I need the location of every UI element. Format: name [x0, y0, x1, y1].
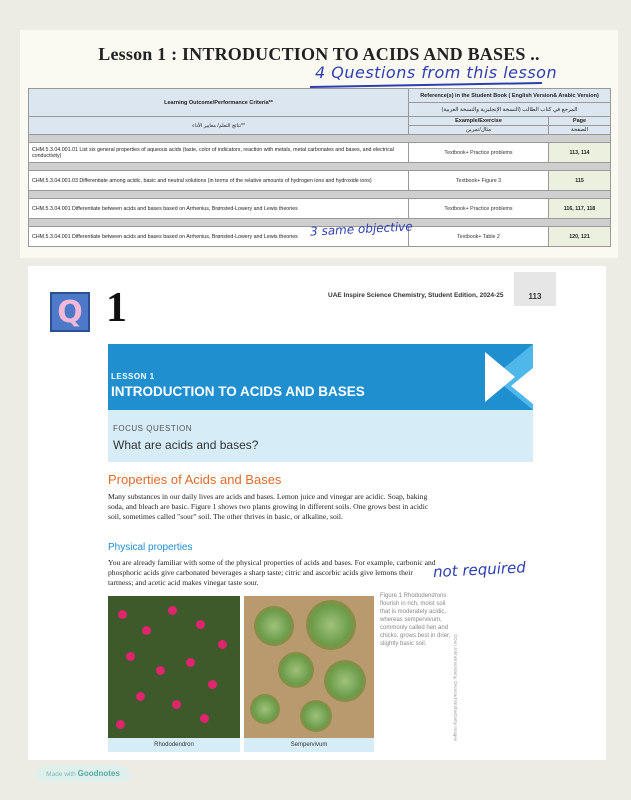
- textbook-page: [28, 266, 606, 760]
- focus-question-box: [108, 410, 533, 462]
- photo-label: Sempervivum: [244, 738, 374, 752]
- lesson-label: LESSON 1: [111, 372, 155, 381]
- col-example-header-ar: مثال/تمرين: [409, 126, 549, 135]
- sempervivum-photo: [244, 596, 374, 738]
- question-badge: [50, 292, 90, 332]
- focus-question-label: FOCUS QUESTION: [113, 424, 193, 433]
- reference-text: Textbook+ Figure 3: [409, 171, 549, 191]
- running-header: UAE Inspire Science Chemistry, Student Edition, 2024-25: [328, 292, 504, 299]
- page-text: 113, 114: [549, 143, 611, 163]
- figure-caption: Figure 1 Rhododendrons flourish in rich, moist soil that is moderately acidic, whereas sempervivum, commonly called hen and chicks, grows best in drier, slightly basic soil.: [380, 593, 451, 647]
- row-divider: [29, 163, 611, 171]
- handwritten-questions-note: 4 Questions from this lesson: [315, 63, 558, 82]
- question-number: 1: [106, 285, 127, 331]
- col-reference-header: Reference(s) in the Student Book ( English Version& Arabic Version): [409, 89, 611, 103]
- photo-label: Rhododendron: [108, 738, 240, 752]
- col-outcome-header-ar: نتائج التعلم/ معايير الأداء**: [29, 117, 409, 135]
- outcome-text: CHM.5.3.04.001 Differentiate between acids and bases based on Arrhenius, Brønsted-Lowery and Lewis theories: [29, 227, 409, 247]
- page-text: 115: [549, 171, 611, 191]
- lesson-heading: Lesson 1 : INTRODUCTION TO ACIDS AND BASES ..: [98, 44, 540, 64]
- book-page-number: 113: [514, 272, 556, 306]
- outcome-text: CHM.5.3.04.001.03 Differentiate among acidic, basic and neutral solutions (in terms of the relative amounts of hydrogen ions and hydroxide ions): [29, 171, 409, 191]
- photo-credit: ©Don Johnston/Alamy, ©Konrad Wothe/Getty Images: [453, 634, 458, 742]
- paragraph: Many substances in our daily lives are acids and bases. Lemon juice and vinegar are acidic. Soap, baking soda, and bleach are basic. Figure 1 shows two plants growing in different soils. One grows best in acidic soil, sometimes called "sour" soil. The other thrives in basic, or alkaline, soil.: [108, 492, 429, 521]
- lesson-title: INTRODUCTION TO ACIDS AND BASES: [111, 384, 365, 399]
- row-divider: [29, 135, 611, 143]
- outcome-text: CHM.5.3.04.001 Differentiate between acids and bases based on Arrhenius, Brønsted-Lowery and Lewis theories: [29, 199, 409, 219]
- section-heading: Properties of Acids and Bases: [108, 472, 282, 487]
- handwritten-not-required-note: not required: [432, 558, 527, 582]
- row-divider: [29, 191, 611, 199]
- handwritten-same-objective-note: 3 same objective: [309, 219, 414, 239]
- goodnotes-logo-text: Goodnotes: [77, 769, 120, 778]
- rhododendron-photo: [108, 596, 240, 738]
- lesson-banner: [108, 344, 533, 410]
- reference-text: Textbook+ Practice problems: [409, 199, 549, 219]
- col-example-header: Example/Exercise: [409, 117, 549, 126]
- reference-text: Textbook+ Table 2: [409, 227, 549, 247]
- col-page-header-ar: الصفحة: [549, 126, 611, 135]
- page-text: 116, 117, 118: [549, 199, 611, 219]
- made-with-text: Made with: [46, 771, 76, 778]
- col-outcome-header: Learning Outcome/Performance Criteria**: [29, 89, 409, 117]
- outcome-text: CHM.5.3.04.001.01 List six general properties of aqueous acids (taste, color of indicators, reaction with metals, metal carbonates and bases, and electrical conductivity): [29, 143, 409, 163]
- page-text: 120, 121: [549, 227, 611, 247]
- reference-text: Textbook+ Practice problems: [409, 143, 549, 163]
- focus-question-text: What are acids and bases?: [113, 438, 259, 452]
- paragraph: You are already familiar with some of the physical properties of acids and bases. For example, carbonic and phosphoric acids give carbonated beverages a sharp taste; citric and ascorbic acids give lemons their tartness; and acetic acid makes vinegar taste sour.: [108, 558, 436, 587]
- goodnotes-watermark: [36, 766, 130, 782]
- col-reference-header-ar: المرجع في كتاب الطالب (النسخة الإنجليزية والنسخة العربية): [409, 103, 611, 117]
- banner-decoration: [511, 368, 533, 404]
- col-page-header: Page: [549, 117, 611, 126]
- question-badge-letter: Q: [57, 295, 83, 330]
- subheading: Physical properties: [108, 542, 193, 553]
